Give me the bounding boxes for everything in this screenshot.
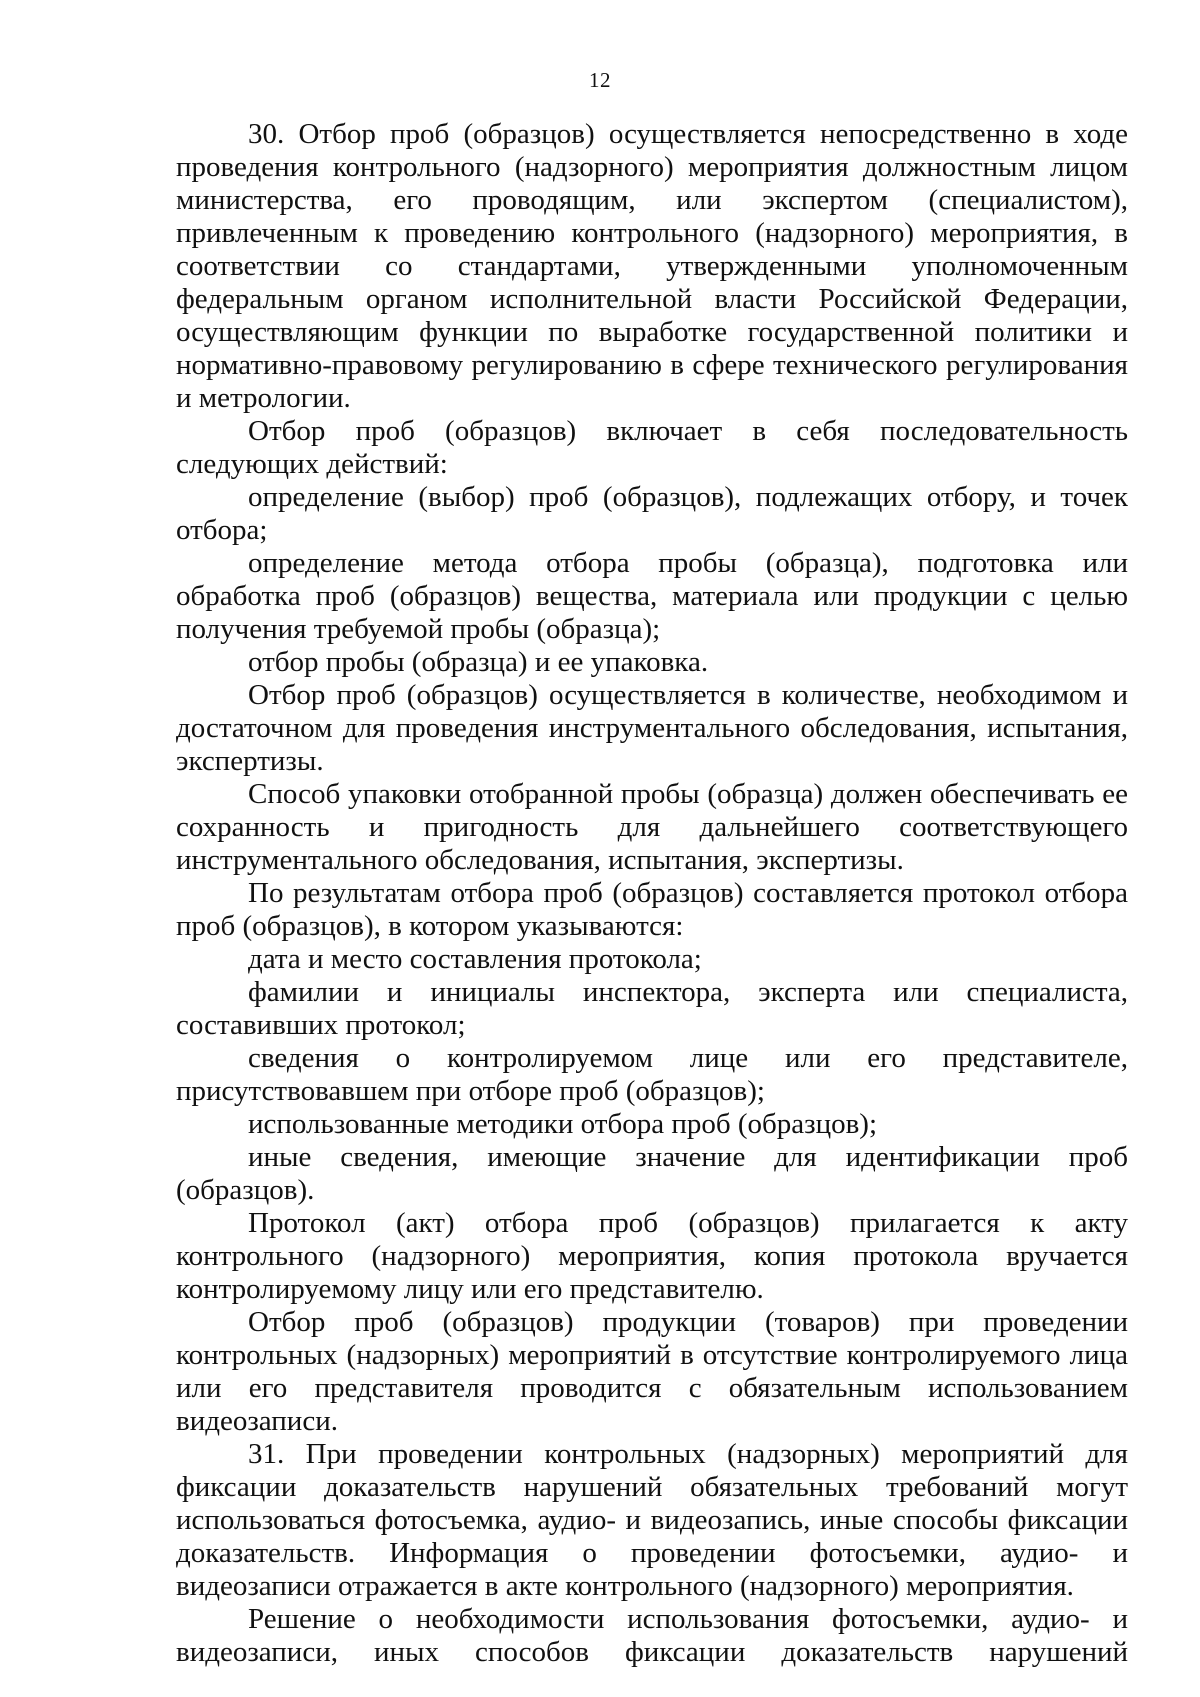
paragraph-video-recording: Отбор проб (образцов) продукции (товаров) при проведении контрольных (надзорных) мероприятий в отсутствие контролируемого лица или его представителя проводится с обязательным использованием видеозаписи. [176,1306,1128,1437]
paragraph-sampling-actions: Отбор проб (образцов) включает в себя последовательность следующих действий: [176,415,1128,480]
list-item-date-place: дата и место составления протокола; [248,943,702,975]
paragraph-protocol-attached: Протокол (акт) отбора проб (образцов) прилагается к акту контрольного (надзорного) мероприятия, копия протокола вручается контролируемому лицу или его представителю. [176,1207,1128,1305]
paragraph-sampling-quantity: Отбор проб (образцов) осуществляется в количестве, необходимом и достаточном для проведения инструментального обследования, испытания, экспертизы. [176,679,1128,777]
paragraph-decision: Решение о необходимости использования фотосъемки, аудио- и видеозаписи, иных способов фиксации доказательств нарушений [176,1603,1128,1668]
paragraph-30-sampling: 30. Отбор проб (образцов) осуществляется непосредственно в ходе проведения контрольного (надзорного) мероприятия должностным лицом министерства, его проводящим, или экспертом (специалистом), привлеченным к проведению контрольного (надзорного) мероприятия, в соответствии со стандартами, утвержденными уполномоченным федеральным органом исполнительной власти Российской Федерации, осуществляющим функции по выработке государственной политики и нормативно-правовому регулированию в сфере технического регулирования и метрологии. [176,118,1128,414]
list-item-selection: определение (выбор) проб (образцов), подлежащих отбору, и точек отбора; [176,481,1128,546]
list-item-packaging: отбор пробы (образца) и ее упаковка. [248,646,709,678]
page-number: 12 [589,68,611,92]
list-item-methods-used: использованные методики отбора проб (образцов); [248,1108,878,1140]
paragraph-31-evidence: 31. При проведении контрольных (надзорных) мероприятий для фиксации доказательств нарушений обязательных требований могут использоваться фотосъемка, аудио- и видеозапись, иные способы фиксации доказательств. Информация о проведении фотосъемки, аудио- и видеозаписи отражается в акте контрольного (надзорного) мероприятия. [176,1438,1128,1602]
paragraph-protocol: По результатам отбора проб (образцов) составляется протокол отбора проб (образцов), в котором указываются: [176,877,1128,942]
list-item-other-info: иные сведения, имеющие значение для идентификации проб (образцов). [176,1141,1128,1206]
document-body [176,118,1128,1669]
list-item-controlled-person: сведения о контролируемом лице или его представителе, присутствовавшем при отборе проб (образцов); [176,1042,1128,1107]
paragraph-packaging-method: Способ упаковки отобранной пробы (образца) должен обеспечивать ее сохранность и пригодность для дальнейшего соответствующего инструментального обследования, испытания, экспертизы. [176,778,1128,876]
list-item-method: определение метода отбора пробы (образца), подготовка или обработка проб (образцов) вещества, материала или продукции с целью получения требуемой пробы (образца); [176,547,1128,645]
list-item-names: фамилии и инициалы инспектора, эксперта или специалиста, составивших протокол; [176,976,1128,1041]
